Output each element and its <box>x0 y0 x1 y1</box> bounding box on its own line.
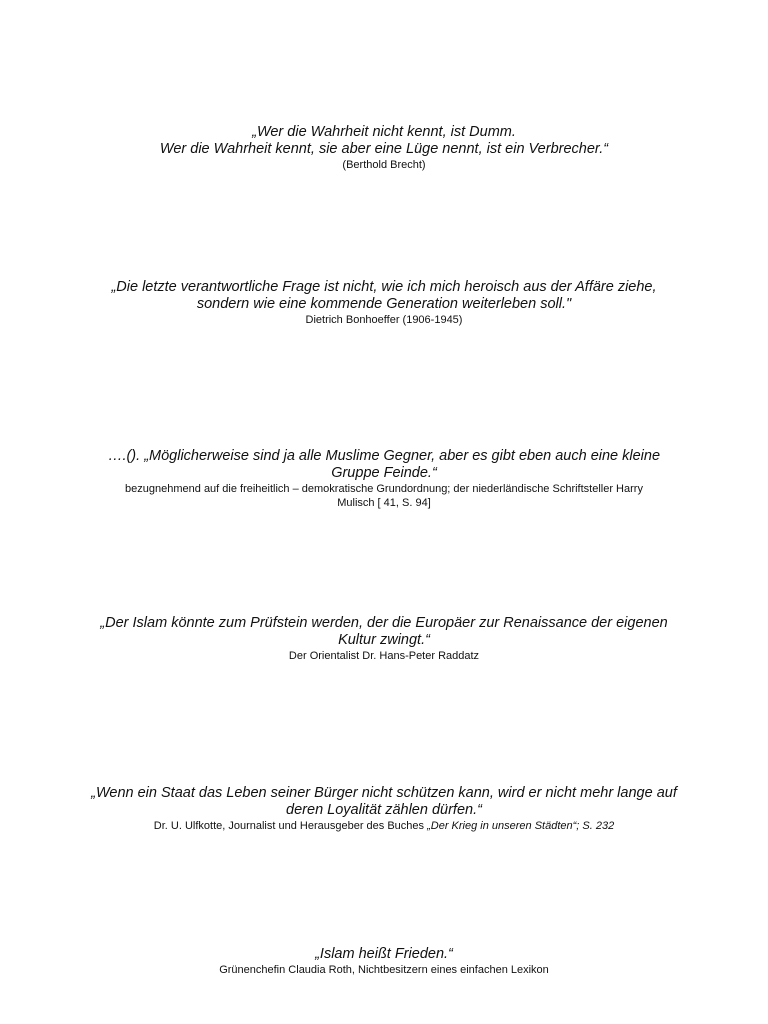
attribution-suffix: “; S. 232 <box>572 820 615 832</box>
quote-line: Kultur zwingt.“ <box>338 632 430 648</box>
quote-line: deren Loyalität zählen dürfen.“ <box>286 802 482 818</box>
quote-raddatz <box>80 615 688 663</box>
attribution-line: bezugnehmend auf die freiheitlich – demokratische Grundordnung; der niederländische Schriftsteller Harry <box>125 483 643 495</box>
book-title: „Der Krieg in unseren Städten <box>427 820 573 832</box>
quote-line: Wer die Wahrheit kennt, sie aber eine Lüge nennt, ist ein Verbrecher.“ <box>159 141 609 157</box>
attribution: (Berthold Brecht) <box>342 159 426 171</box>
quote-ulfkotte <box>60 785 708 833</box>
attribution-line: Mulisch [ 41, S. 94] <box>337 497 431 509</box>
attribution: Dietrich Bonhoeffer (1906-1945) <box>305 314 463 326</box>
attribution <box>60 819 708 833</box>
quote-mulisch <box>80 448 688 510</box>
attribution: Grünenchefin Claudia Roth, Nichtbesitzern eines einfachen Lexikon <box>219 964 549 976</box>
attribution: Der Orientalist Dr. Hans-Peter Raddatz <box>288 650 480 662</box>
quote-line: sondern wie eine kommende Generation weiterleben soll." <box>196 296 572 312</box>
quote-line: „Islam heißt Frieden.“ <box>315 946 453 962</box>
quote-line: „Die letzte verantwortliche Frage ist nicht, wie ich mich heroisch aus der Affäre ziehe, <box>111 279 657 295</box>
quote-roth <box>80 946 688 977</box>
quote-line: „Wenn ein Staat das Leben seiner Bürger nicht schützen kann, wird er nicht mehr lange auf <box>91 785 677 801</box>
quote-bonhoeffer <box>80 279 688 327</box>
quote-line: „Der Islam könnte zum Prüfstein werden, der die Europäer zur Renaissance der eigenen <box>100 615 668 631</box>
quote-line: Gruppe Feinde.“ <box>331 465 437 481</box>
attribution-prefix: Dr. U. Ulfkotte, Journalist und Herausgeber des Buches <box>153 820 428 832</box>
quote-brecht <box>80 124 688 172</box>
quote-line: ….(). „Möglicherweise sind ja alle Muslime Gegner, aber es gibt eben auch eine kleine <box>107 448 661 464</box>
quote-line: „Wer die Wahrheit nicht kennt, ist Dumm. <box>252 124 516 140</box>
